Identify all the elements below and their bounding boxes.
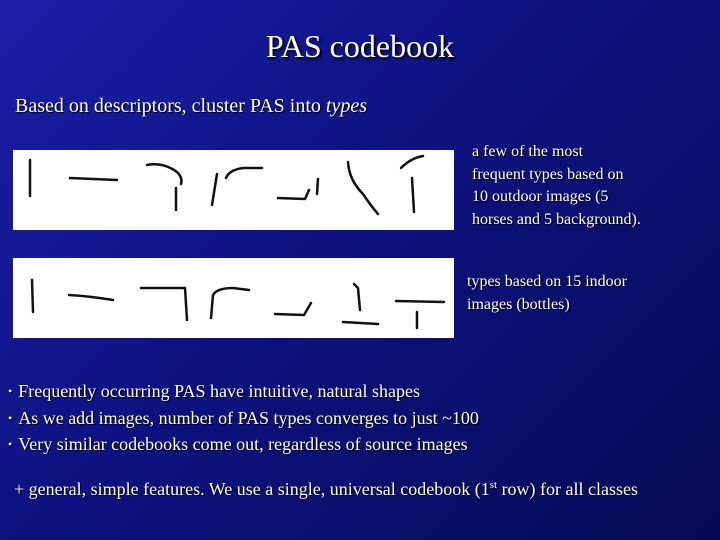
pas-type-7 — [401, 156, 423, 212]
caption-line: types based on 15 indoor — [467, 273, 627, 290]
indoor-pas-types-drawing — [13, 258, 454, 338]
bullet-text: Frequently occurring PAS have intuitive, natural shapes — [18, 381, 420, 401]
pas-type-2 — [70, 178, 117, 180]
pas-type-5 — [275, 303, 311, 315]
footer-superscript: st — [489, 479, 498, 491]
slide-subtitle — [15, 95, 367, 118]
caption-line: horses and 5 background). — [472, 210, 641, 228]
subtitle-emphasis: types — [325, 95, 368, 117]
pas-type-6 — [343, 284, 378, 324]
footer-text-end: row) for all classes — [497, 479, 639, 499]
pas-type-7 — [396, 301, 444, 328]
caption-line: 10 outdoor images (5 — [472, 188, 609, 205]
footer-text: + general, simple features. We use a single, universal codebook (1 — [14, 479, 490, 499]
subtitle-text: Based on descriptors, cluster PAS into — [15, 95, 326, 117]
bullet-dot-icon: • — [8, 384, 13, 398]
bullet-dot-icon: • — [8, 410, 13, 425]
pas-type-6 — [348, 162, 378, 214]
footer-note — [14, 479, 638, 500]
pas-type-5 — [278, 179, 318, 199]
indoor-pas-types-image — [13, 258, 454, 338]
outdoor-pas-types-drawing — [13, 150, 454, 230]
indoor-caption — [467, 271, 707, 316]
slide-title: PAS codebook — [265, 28, 455, 64]
bullet-item — [8, 432, 479, 459]
pas-type-4 — [212, 168, 262, 205]
bullet-text: Very similar codebooks come out, regardless of source images — [18, 434, 468, 454]
bullet-text: As we add images, number of PAS types converges to just ~100 — [18, 407, 479, 428]
pas-type-4 — [211, 288, 249, 318]
bullet-item — [8, 406, 479, 433]
outdoor-pas-types-image — [13, 150, 454, 230]
pas-type-3 — [147, 164, 182, 210]
bullet-item — [8, 379, 479, 406]
bullet-list — [8, 379, 479, 459]
pas-type-3 — [141, 288, 187, 320]
caption-line: frequent types based on — [472, 165, 624, 183]
outdoor-caption — [472, 141, 712, 231]
bullet-dot-icon: • — [8, 437, 13, 451]
caption-line: a few of the most — [472, 143, 584, 160]
pas-type-2 — [69, 295, 113, 300]
pas-type-1 — [32, 280, 33, 312]
caption-line: images (bottles) — [467, 295, 570, 313]
